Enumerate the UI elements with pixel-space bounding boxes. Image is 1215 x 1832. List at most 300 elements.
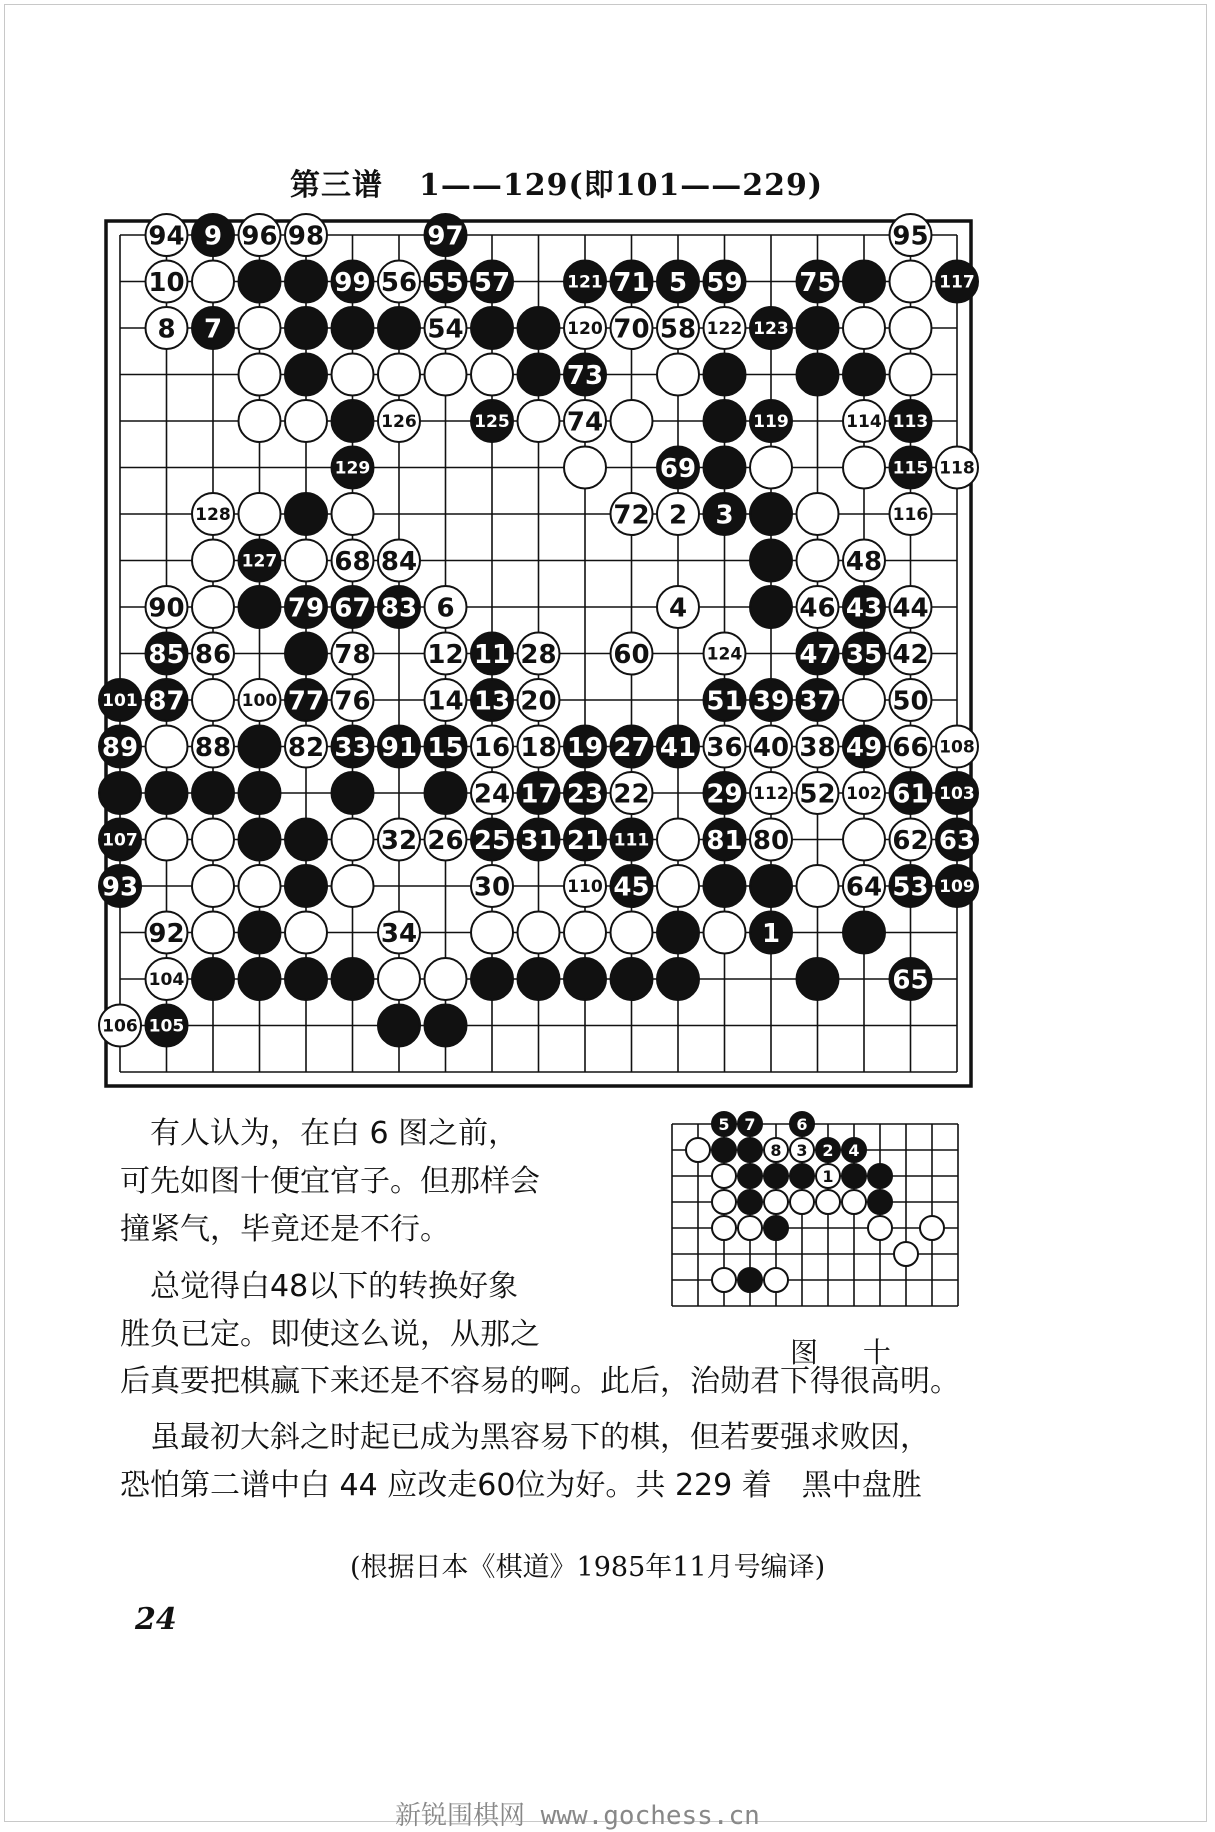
move-number: 127: [241, 551, 278, 572]
white-stone: [146, 261, 188, 303]
black-stone: [764, 1216, 788, 1240]
stone-disc: [797, 493, 839, 535]
white-stone: [657, 819, 699, 861]
stone-disc: [332, 354, 374, 396]
figure-10-caption: 图 十: [790, 1336, 909, 1369]
stone-disc: [192, 958, 234, 1000]
move-number: 118: [939, 458, 975, 479]
stone-disc: [704, 447, 746, 489]
stone-disc: [843, 912, 885, 954]
white-stone: [239, 679, 281, 721]
stone-disc: [285, 633, 327, 675]
white-stone: [192, 679, 234, 721]
black-stone: [797, 679, 839, 721]
stone-disc: [518, 400, 560, 442]
stone-disc: [378, 307, 420, 349]
black-stone: [471, 261, 513, 303]
stone-disc: [712, 1216, 736, 1240]
black-stone: [890, 772, 932, 814]
white-stone: [425, 586, 467, 628]
white-stone: [890, 633, 932, 675]
move-number: 82: [287, 732, 325, 763]
move-number: 80: [752, 825, 790, 856]
stone-disc: [192, 261, 234, 303]
stone-disc: [750, 447, 792, 489]
stone-disc: [471, 958, 513, 1000]
black-stone: [712, 1138, 736, 1162]
move-number: 12: [427, 639, 464, 670]
white-stone: [518, 400, 560, 442]
black-stone: [518, 307, 560, 349]
move-number: 125: [474, 412, 510, 433]
black-stone: [611, 958, 653, 1000]
move-number: 74: [566, 407, 604, 438]
move-number: 52: [799, 779, 836, 810]
stone-disc: [868, 1190, 892, 1214]
white-stone: [471, 865, 513, 907]
move-number: 38: [799, 732, 836, 763]
white-stone: [843, 865, 885, 907]
stone-disc: [332, 958, 374, 1000]
stone-disc: [797, 540, 839, 582]
white-stone: [936, 447, 978, 489]
black-stone: [332, 261, 374, 303]
move-number: 116: [892, 505, 929, 526]
black-stone: [146, 679, 188, 721]
white-stone: [704, 912, 746, 954]
move-number: 89: [101, 732, 139, 763]
move-number: 121: [567, 272, 603, 293]
move-number: 108: [939, 737, 975, 758]
black-stone: [704, 400, 746, 442]
black-stone: [285, 354, 327, 396]
stone-disc: [378, 1005, 420, 1047]
stone-disc: [764, 1164, 788, 1188]
move-number: 33: [334, 732, 371, 763]
source-note: (根据日本《棋道》1985年11月号编译): [350, 1552, 826, 1583]
move-number: 117: [939, 272, 975, 293]
black-stone: [890, 447, 932, 489]
white-stone: [657, 307, 699, 349]
stone-disc: [790, 1164, 814, 1188]
white-stone: [378, 354, 420, 396]
move-number: 49: [845, 732, 883, 763]
black-stone: [842, 1138, 866, 1162]
white-stone: [890, 261, 932, 303]
black-stone: [99, 679, 141, 721]
move-number: 69: [659, 453, 697, 484]
black-stone: [750, 586, 792, 628]
black-stone: [738, 1190, 762, 1214]
move-number: 78: [334, 639, 371, 670]
black-stone: [868, 1164, 892, 1188]
white-stone: [704, 307, 746, 349]
move-number: 51: [706, 686, 743, 717]
move-number: 70: [613, 314, 650, 345]
black-stone: [738, 1268, 762, 1292]
white-stone: [704, 726, 746, 768]
white-stone: [564, 865, 606, 907]
stone-disc: [192, 819, 234, 861]
paragraph-line: 虽最初大斜之时起已成为黑容易下的棋，但若要强求败因，: [150, 1420, 930, 1455]
stone-disc: [285, 493, 327, 535]
white-stone: [890, 586, 932, 628]
move-number: 79: [287, 593, 325, 624]
move-number: 46: [799, 593, 836, 624]
stone-disc: [564, 958, 606, 1000]
stone-disc: [712, 1268, 736, 1292]
white-stone: [894, 1242, 918, 1266]
black-stone: [192, 958, 234, 1000]
move-number: 10: [148, 267, 185, 298]
black-stone: [471, 958, 513, 1000]
stone-disc: [738, 1164, 762, 1188]
move-number: 85: [148, 639, 185, 670]
move-number: 114: [846, 412, 883, 433]
white-stone: [146, 307, 188, 349]
stone-disc: [332, 307, 374, 349]
black-stone: [471, 819, 513, 861]
white-stone: [797, 540, 839, 582]
white-stone: [518, 912, 560, 954]
move-number: 84: [380, 546, 418, 577]
move-number: 17: [520, 779, 557, 810]
move-number: 87: [148, 686, 185, 717]
move-number: 4: [848, 1140, 860, 1160]
black-stone: [471, 307, 513, 349]
move-number: 73: [566, 360, 604, 391]
stone-disc: [816, 1190, 840, 1214]
black-stone: [99, 865, 141, 907]
move-number: 122: [706, 319, 743, 340]
black-stone: [378, 1005, 420, 1047]
black-stone: [657, 912, 699, 954]
stone-disc: [285, 261, 327, 303]
white-stone: [425, 633, 467, 675]
white-stone: [285, 214, 327, 256]
white-stone: [192, 540, 234, 582]
white-stone: [192, 633, 234, 675]
move-number: 9: [203, 221, 223, 252]
white-stone: [611, 400, 653, 442]
stone-disc: [332, 865, 374, 907]
move-number: 109: [939, 877, 975, 898]
black-stone: [797, 958, 839, 1000]
black-stone: [936, 261, 978, 303]
move-number: 60: [613, 639, 650, 670]
black-stone: [704, 354, 746, 396]
white-stone: [146, 819, 188, 861]
stone-disc: [239, 726, 281, 768]
black-stone: [99, 819, 141, 861]
move-number: 11: [473, 639, 511, 670]
stone-disc: [843, 679, 885, 721]
white-stone: [518, 679, 560, 721]
stone-disc: [890, 261, 932, 303]
white-stone: [843, 447, 885, 489]
stone-disc: [332, 400, 374, 442]
white-stone: [471, 354, 513, 396]
white-stone: [764, 1138, 788, 1162]
move-number: 61: [892, 779, 929, 810]
stone-disc: [332, 493, 374, 535]
white-stone: [920, 1216, 944, 1240]
paragraph-line: 有人认为，在白 6 图之前，: [150, 1116, 519, 1151]
black-stone: [764, 1164, 788, 1188]
black-stone: [890, 400, 932, 442]
black-stone: [797, 354, 839, 396]
black-stone: [750, 400, 792, 442]
white-stone: [890, 493, 932, 535]
black-stone: [239, 958, 281, 1000]
black-stone: [332, 958, 374, 1000]
black-stone: [239, 772, 281, 814]
white-stone: [518, 633, 560, 675]
white-stone: [192, 493, 234, 535]
stone-disc: [750, 540, 792, 582]
stone-disc: [564, 447, 606, 489]
move-number: 113: [892, 412, 929, 433]
paragraph-line: 撞紧气，毕竟还是不行。: [120, 1212, 450, 1247]
move-number: 40: [752, 732, 790, 763]
move-number: 57: [473, 267, 511, 298]
white-stone: [843, 679, 885, 721]
move-number: 58: [659, 314, 697, 345]
white-stone: [378, 819, 420, 861]
black-stone: [425, 772, 467, 814]
black-stone: [797, 633, 839, 675]
stone-disc: [842, 1190, 866, 1214]
stone-disc: [704, 354, 746, 396]
move-number: 3: [715, 500, 734, 531]
white-stone: [146, 726, 188, 768]
stone-disc: [657, 819, 699, 861]
move-number: 124: [706, 644, 743, 665]
stone-disc: [425, 1005, 467, 1047]
white-stone: [797, 865, 839, 907]
move-number: 5: [718, 1114, 730, 1134]
stone-disc: [704, 865, 746, 907]
move-number: 81: [706, 825, 743, 856]
stone-disc: [239, 865, 281, 907]
move-number: 56: [380, 267, 418, 298]
black-stone: [146, 772, 188, 814]
move-number: 18: [520, 732, 557, 763]
move-number: 119: [753, 412, 789, 433]
white-stone: [192, 865, 234, 907]
move-number: 55: [427, 267, 464, 298]
stone-disc: [518, 307, 560, 349]
move-number: 66: [892, 732, 929, 763]
diagram-title-range: 1——129(即101——229): [419, 168, 824, 203]
white-stone: [239, 214, 281, 256]
move-number: 2: [822, 1140, 834, 1160]
white-stone: [611, 307, 653, 349]
stone-disc: [797, 307, 839, 349]
stone-disc: [192, 540, 234, 582]
stone-disc: [285, 958, 327, 1000]
stone-disc: [611, 958, 653, 1000]
move-number: 42: [892, 639, 929, 670]
move-number: 59: [706, 267, 743, 298]
black-stone: [332, 586, 374, 628]
white-stone: [564, 447, 606, 489]
go-board: [100, 205, 980, 1085]
black-stone: [239, 586, 281, 628]
black-stone: [704, 865, 746, 907]
black-stone: [611, 819, 653, 861]
black-stone: [285, 261, 327, 303]
black-stone: [936, 865, 978, 907]
move-number: 107: [102, 830, 138, 851]
paragraph-line: 后真要把棋赢下来还是不容易的啊。此后，治勋君下得很高明。: [120, 1364, 960, 1399]
black-stone: [285, 865, 327, 907]
stone-disc: [750, 586, 792, 628]
stone-disc: [146, 772, 188, 814]
white-stone: [611, 912, 653, 954]
move-number: 126: [381, 412, 417, 433]
white-stone: [712, 1190, 736, 1214]
stone-disc: [239, 586, 281, 628]
stone-disc: [657, 865, 699, 907]
black-stone: [611, 726, 653, 768]
stone-disc: [518, 912, 560, 954]
move-number: 23: [566, 779, 604, 810]
black-stone: [192, 307, 234, 349]
move-number: 1: [822, 1166, 834, 1186]
black-stone: [378, 586, 420, 628]
white-stone: [657, 354, 699, 396]
move-number: 44: [892, 593, 929, 624]
stone-disc: [843, 447, 885, 489]
stone-disc: [518, 958, 560, 1000]
stone-disc: [192, 679, 234, 721]
stone-disc: [657, 354, 699, 396]
black-stone: [790, 1164, 814, 1188]
black-stone: [842, 1164, 866, 1188]
black-stone: [936, 772, 978, 814]
black-stone: [192, 214, 234, 256]
white-stone: [332, 354, 374, 396]
black-stone: [890, 958, 932, 1000]
white-stone: [868, 1216, 892, 1240]
white-stone: [378, 400, 420, 442]
stone-disc: [842, 1164, 866, 1188]
black-stone: [332, 772, 374, 814]
black-stone: [843, 586, 885, 628]
move-number: 98: [287, 221, 325, 252]
stone-disc: [239, 261, 281, 303]
stone-disc: [704, 912, 746, 954]
stone-disc: [843, 307, 885, 349]
black-stone: [285, 679, 327, 721]
white-stone: [332, 540, 374, 582]
black-stone: [425, 214, 467, 256]
black-stone: [704, 772, 746, 814]
move-number: 36: [706, 732, 743, 763]
white-stone: [239, 400, 281, 442]
black-stone: [285, 493, 327, 535]
black-stone: [936, 819, 978, 861]
black-stone: [738, 1138, 762, 1162]
white-stone: [378, 912, 420, 954]
white-stone: [790, 1190, 814, 1214]
stone-disc: [471, 354, 513, 396]
stone-disc: [378, 958, 420, 1000]
stone-disc: [146, 819, 188, 861]
move-number: 26: [427, 825, 464, 856]
black-stone: [843, 261, 885, 303]
black-stone: [285, 958, 327, 1000]
white-stone: [611, 493, 653, 535]
move-number: 27: [613, 732, 650, 763]
move-number: 7: [203, 314, 223, 345]
black-stone: [657, 261, 699, 303]
black-stone: [239, 819, 281, 861]
move-number: 7: [744, 1114, 756, 1134]
move-number: 1: [761, 918, 781, 949]
white-stone: [146, 214, 188, 256]
paragraph-line: 恐怕第二谱中白 44 应改走60位为好。共 229 着 黑中盘胜: [120, 1468, 922, 1503]
white-stone: [192, 819, 234, 861]
white-stone: [99, 1005, 141, 1047]
move-number: 129: [334, 458, 371, 479]
figure-10-diagram: [660, 1110, 1020, 1320]
stone-disc: [712, 1164, 736, 1188]
white-stone: [425, 679, 467, 721]
move-number: 63: [938, 825, 976, 856]
stone-disc: [239, 400, 281, 442]
white-stone: [518, 726, 560, 768]
white-stone: [750, 726, 792, 768]
black-stone: [790, 1112, 814, 1136]
black-stone: [146, 1005, 188, 1047]
move-number: 2: [668, 500, 688, 531]
move-number: 77: [287, 686, 325, 717]
black-stone: [564, 958, 606, 1000]
white-stone: [890, 354, 932, 396]
black-stone: [239, 261, 281, 303]
black-stone: [425, 1005, 467, 1047]
white-stone: [890, 726, 932, 768]
black-stone: [738, 1164, 762, 1188]
black-stone: [738, 1112, 762, 1136]
white-stone: [378, 958, 420, 1000]
stone-disc: [843, 261, 885, 303]
black-stone: [239, 912, 281, 954]
black-stone: [797, 307, 839, 349]
black-stone: [611, 865, 653, 907]
white-stone: [843, 307, 885, 349]
white-stone: [239, 307, 281, 349]
stone-disc: [285, 540, 327, 582]
white-stone: [611, 772, 653, 814]
stone-disc: [764, 1268, 788, 1292]
stone-disc: [797, 354, 839, 396]
move-number: 34: [380, 918, 418, 949]
white-stone: [657, 586, 699, 628]
move-number: 30: [473, 872, 511, 903]
move-number: 112: [753, 784, 789, 805]
white-stone: [843, 772, 885, 814]
stone-disc: [686, 1138, 710, 1162]
white-stone: [712, 1164, 736, 1188]
black-stone: [704, 447, 746, 489]
white-stone: [564, 912, 606, 954]
move-number: 123: [753, 319, 789, 340]
stone-disc: [764, 1190, 788, 1214]
stone-disc: [611, 912, 653, 954]
